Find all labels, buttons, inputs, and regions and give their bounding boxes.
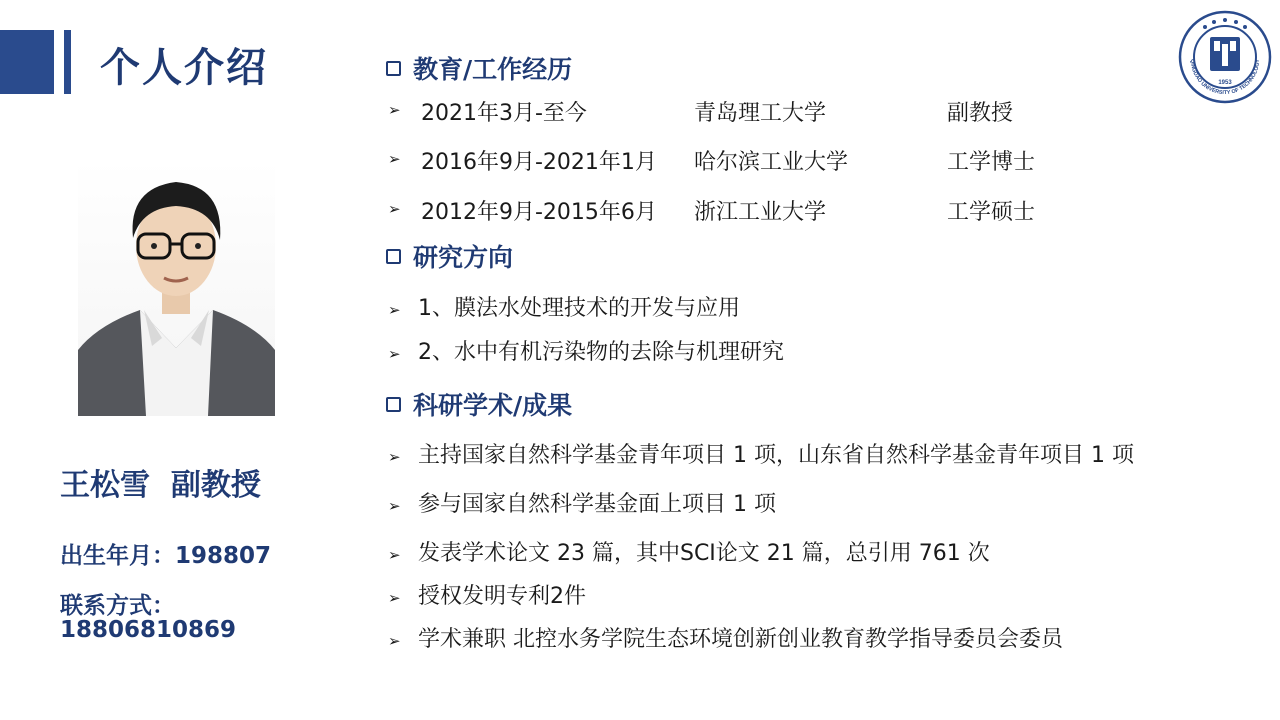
title-accent-block	[0, 30, 54, 94]
education-row	[388, 145, 1068, 175]
education-period: 2016年9月-2021年1月	[421, 150, 657, 175]
achievement-text: 授权发明专利2件	[418, 584, 586, 609]
education-org: 青岛理工大学	[694, 101, 827, 126]
arrow-bullet-icon: ➢	[388, 345, 401, 363]
achievement-text: 参与国家自然科学基金面上项目 1 项	[418, 492, 776, 517]
profile-name: 王松雪 副教授	[60, 468, 261, 503]
arrow-bullet-icon: ➢	[388, 546, 401, 564]
section-title: 教育/工作经历	[413, 55, 573, 84]
arrow-bullet-icon: ➢	[388, 589, 401, 607]
arrow-bullet-icon: ➢	[388, 200, 401, 218]
research-item	[388, 335, 784, 366]
section-title: 研究方向	[413, 243, 514, 272]
arrow-bullet-icon: ➢	[388, 150, 401, 168]
education-role: 工学博士	[947, 150, 1036, 175]
university-logo	[1178, 10, 1272, 104]
achievement-text: 学术兼职 北控水务学院生态环境创新创业教育教学指导委员会委员	[418, 627, 1063, 652]
research-text: 2、水中有机污染物的去除与机理研究	[418, 340, 784, 365]
logo-year: 1953	[1218, 80, 1232, 86]
section-education-heading	[386, 50, 572, 86]
arrow-bullet-icon: ➢	[388, 632, 401, 650]
education-role: 副教授	[947, 101, 1014, 126]
checkbox-square-icon	[386, 397, 401, 412]
achievement-item	[388, 438, 1134, 469]
research-item	[388, 291, 740, 322]
research-text: 1、膜法水处理技术的开发与应用	[418, 296, 740, 321]
education-period: 2012年9月-2015年6月	[421, 200, 657, 225]
arrow-bullet-icon: ➢	[388, 101, 401, 119]
achievement-text: 发表学术论文 23 篇，其中SCI论文 21 篇，总引用 761 次	[418, 541, 990, 566]
achievement-item	[388, 536, 990, 567]
education-org: 哈尔滨工业大学	[694, 150, 849, 175]
checkbox-square-icon	[386, 61, 401, 76]
section-title: 科研学术/成果	[413, 391, 573, 420]
education-row	[388, 195, 1068, 225]
education-role: 工学硕士	[947, 200, 1036, 225]
education-org: 浙江工业大学	[694, 200, 827, 225]
profile-photo	[78, 160, 275, 416]
education-row	[388, 96, 1068, 126]
achievement-item	[388, 487, 776, 518]
achievement-text: 主持国家自然科学基金青年项目 1 项，山东省自然科学基金青年项目 1 项	[418, 443, 1134, 468]
profile-contact-label: 联系方式：	[60, 593, 175, 619]
title-accent-bar	[64, 30, 71, 94]
profile-contact-phone: 18806810869	[60, 617, 237, 643]
achievement-item	[388, 579, 586, 610]
page-title: 个人介绍	[100, 45, 268, 91]
profile-birth: 出生年月：198807	[60, 543, 272, 569]
logo-ring-text: QINGDAO UNIVERSITY OF TECHNOLOGY	[1188, 58, 1262, 97]
achievement-item	[388, 622, 1063, 653]
education-period: 2021年3月-至今	[421, 101, 587, 126]
arrow-bullet-icon: ➢	[388, 301, 401, 319]
section-research-heading	[386, 238, 513, 274]
section-achievements-heading	[386, 386, 572, 422]
checkbox-square-icon	[386, 249, 401, 264]
arrow-bullet-icon: ➢	[388, 497, 401, 515]
arrow-bullet-icon: ➢	[388, 448, 401, 466]
